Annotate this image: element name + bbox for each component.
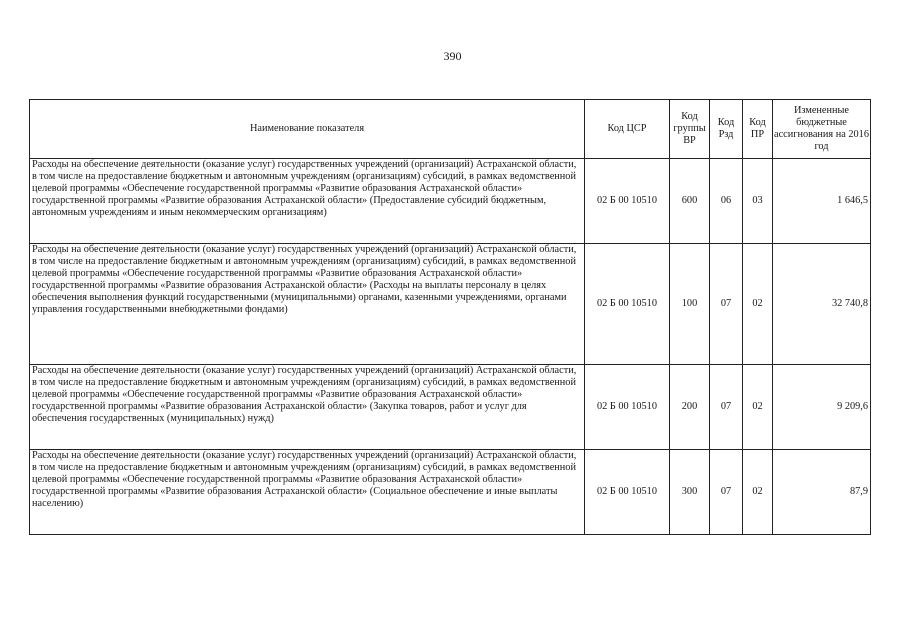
row-vr-code: 300	[670, 450, 710, 535]
table-row	[30, 450, 871, 535]
row-vr-code: 600	[670, 159, 710, 244]
table-row	[30, 244, 871, 365]
row-csr-code: 02 Б 00 10510	[585, 244, 670, 365]
row-pr-code: 02	[743, 365, 773, 450]
row-vr-code: 100	[670, 244, 710, 365]
row-vr-code: 200	[670, 365, 710, 450]
row-amount: 9 209,6	[773, 365, 871, 450]
row-csr-code: 02 Б 00 10510	[585, 450, 670, 535]
budget-table	[29, 99, 871, 535]
row-name: Расходы на обеспечение деятельности (оказание услуг) государственных учреждений (организаций) Астраханской области, в том числе на предоставление бюджетным и автономным учреждениям (организациям) субсидий, в рамках ведомственной целевой программы «Обеспечение государственной программы «Развитие образования Астраханской области» государственной программы «Развитие образования Астраханской области» (Закупка товаров, работ и услуг для обеспечения государственных (муниципальных) нужд)	[30, 365, 585, 450]
row-amount: 87,9	[773, 450, 871, 535]
row-pr-code: 03	[743, 159, 773, 244]
row-pr-code: 02	[743, 450, 773, 535]
header-name: Наименование показателя	[30, 100, 585, 159]
header-csr-code: Код ЦСР	[585, 100, 670, 159]
row-name: Расходы на обеспечение деятельности (оказание услуг) государственных учреждений (организаций) Астраханской области, в том числе на предоставление бюджетным и автономным учреждениям (организациям) субсидий, в рамках ведомственной целевой программы «Обеспечение государственной программы «Развитие образования Астраханской области» государственной программы «Развитие образования Астраханской области» (Предоставление субсидий бюджетным, автономным учреждениям и иным некоммерческим организациям)	[30, 159, 585, 244]
row-rzd-code: 07	[710, 365, 743, 450]
row-name: Расходы на обеспечение деятельности (оказание услуг) государственных учреждений (организаций) Астраханской области, в том числе на предоставление бюджетным и автономным учреждениям (организациям) субсидий, в рамках ведомственной целевой программы «Обеспечение государственной программы «Развитие образования Астраханской области» государственной программы «Развитие образования Астраханской области» (Расходы на выплаты персоналу в целях обеспечения выполнения функций государственными (муниципальными) органами, казенными учреждениями, органами управления государственными внебюджетными фондами)	[30, 244, 585, 365]
header-vr-code: Код группы ВР	[670, 100, 710, 159]
table-header-row	[30, 100, 871, 159]
row-pr-code: 02	[743, 244, 773, 365]
page-number: 390	[443, 49, 462, 63]
row-csr-code: 02 Б 00 10510	[585, 365, 670, 450]
row-amount: 32 740,8	[773, 244, 871, 365]
table-row	[30, 365, 871, 450]
row-rzd-code: 06	[710, 159, 743, 244]
row-rzd-code: 07	[710, 244, 743, 365]
header-pr-code: Код ПР	[743, 100, 773, 159]
table-row	[30, 159, 871, 244]
row-csr-code: 02 Б 00 10510	[585, 159, 670, 244]
header-amount: Измененные бюджетные ассигнования на 2016 год	[773, 100, 871, 159]
row-rzd-code: 07	[710, 450, 743, 535]
header-rzd-code: Код Рзд	[710, 100, 743, 159]
row-amount: 1 646,5	[773, 159, 871, 244]
row-name: Расходы на обеспечение деятельности (оказание услуг) государственных учреждений (организаций) Астраханской области, в том числе на предоставление бюджетным и автономным учреждениям (организациям) субсидий, в рамках ведомственной целевой программы «Обеспечение государственной программы «Развитие образования Астраханской области» государственной программы «Развитие образования Астраханской области» (Социальное обеспечение и иные выплаты населению)	[30, 450, 585, 535]
